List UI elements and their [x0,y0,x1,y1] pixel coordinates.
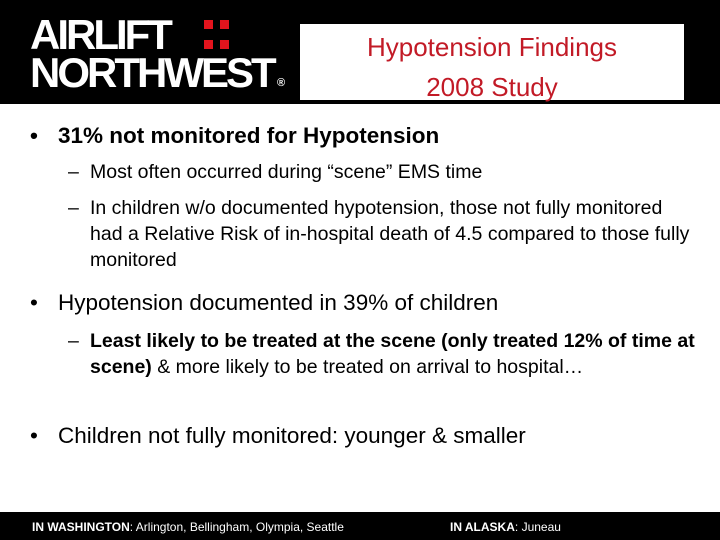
sub-bullet-2-1-normal: & more likely to be treated on arrival to hospital… [151,356,584,378]
bullet-2-text: Hypotension documented in 39% of children [58,290,499,315]
bullet-2 [30,290,690,316]
airlift-northwest-logo [30,11,290,96]
sub-bullet-1-1 [68,159,698,185]
bullet-dot-icon: • [30,423,38,448]
footer-washington-cities: Arlington, Bellingham, Olympia, Seattle [135,520,344,534]
dash-icon: – [68,161,79,183]
bullet-3-text: Children not fully monitored: younger & smaller [58,423,526,448]
slide-title-line-1: Hypotension Findings [366,32,618,62]
bullet-dot-icon: • [30,290,38,315]
slide-title-line-2: 2008 Study [426,72,558,102]
sub-bullet-2-1-text [90,328,698,380]
footer-alaska-cities: Juneau [521,520,561,534]
sub-bullet-1-2-text: In children w/o documented hypotension, those not fully monitored had a Relative Risk of in-hospital death of 4.5 compared to those fully monitored [90,197,690,271]
bullet-3 [30,423,690,449]
registered-mark: ® [277,77,286,89]
bullet-1-text: 31% not monitored for Hypotension [58,123,440,148]
footer-washington: IN WASHINGTON: Arlington, Bellingham, Olympia, Seattle [32,520,344,534]
footer-washington-label: IN WASHINGTON [32,520,130,534]
logo-line-1: AIRLIFT [30,11,170,58]
header-bar [0,0,720,104]
bullet-1 [30,123,690,149]
sub-bullet-2-1 [68,328,698,380]
dash-icon: – [68,197,79,219]
sub-bullet-1-2 [68,195,698,273]
logo-line-2: NORTHWEST [30,49,274,96]
bullet-dot-icon: • [30,123,38,148]
sub-bullet-2-1-bold: Least likely to be treated at the scene (only treated 12% of time at scene) [90,330,695,378]
footer-bar [0,512,720,540]
slide-content [0,104,720,510]
dash-icon: – [68,330,79,352]
sub-bullet-1-1-text: Most often occurred during “scene” EMS time [90,161,483,183]
footer-alaska: IN ALASKA: Juneau [450,520,561,534]
title-box [300,21,684,100]
footer-alaska-label: IN ALASKA [450,520,515,534]
